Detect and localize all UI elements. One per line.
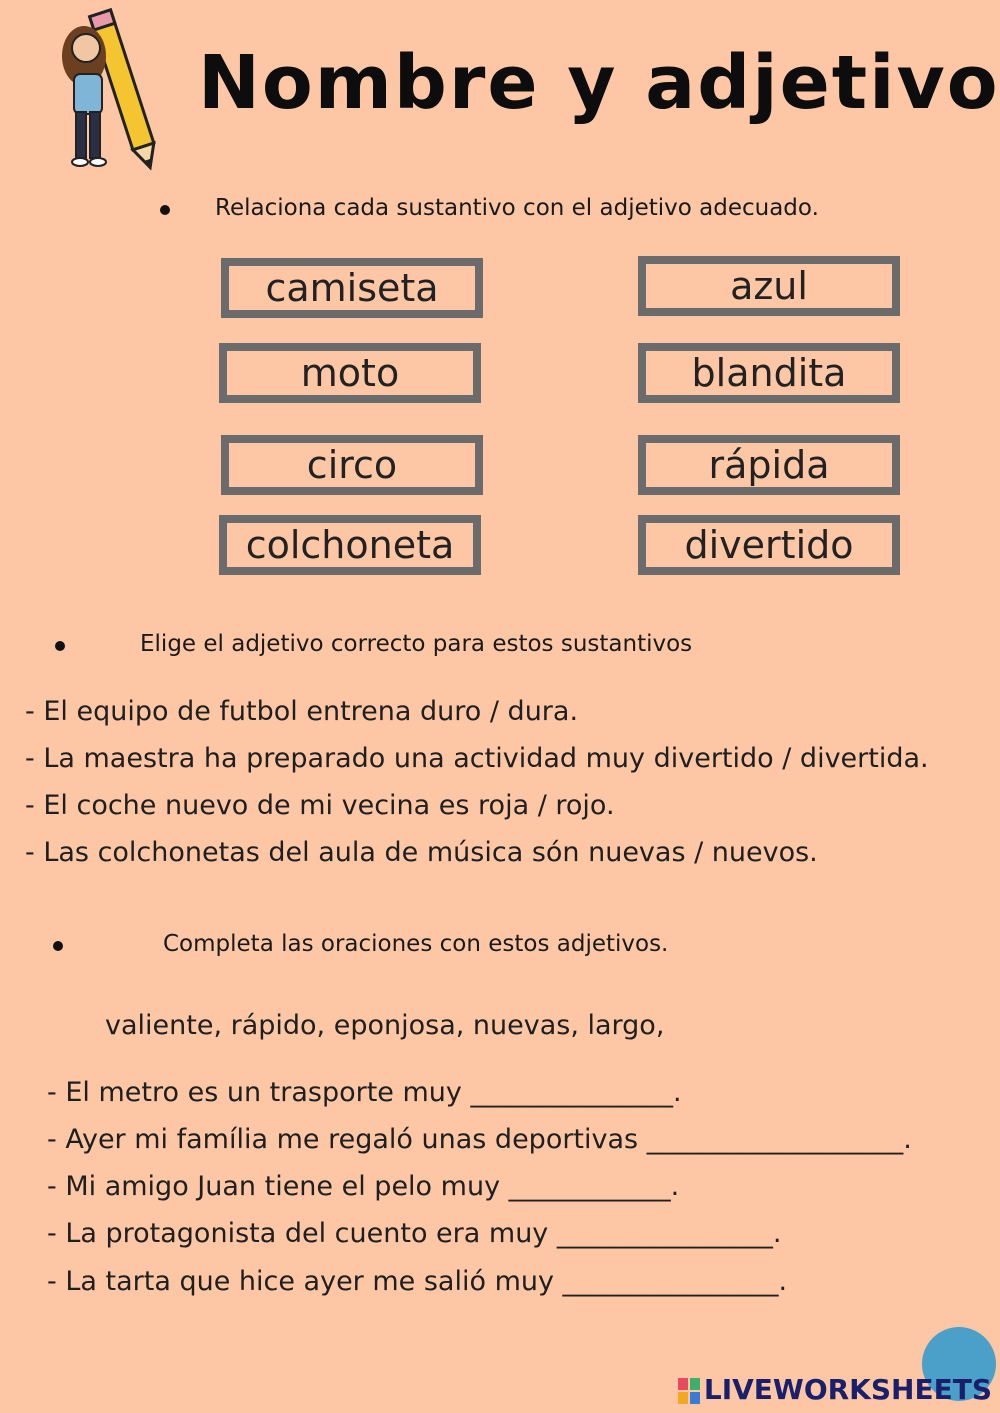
bullet-icon: [160, 205, 170, 215]
fill-sentence[interactable]: - Mi amigo Juan tiene el pelo muy ____________.: [47, 1171, 680, 1202]
noun-box[interactable]: colchoneta: [219, 515, 481, 575]
adjective-box[interactable]: azul: [638, 256, 900, 316]
word-bank: valiente, rápido, eponjosa, nuevas, largo,: [105, 1010, 665, 1041]
choice-sentence[interactable]: - La maestra ha preparado una actividad muy divertido / divertida.: [25, 743, 929, 774]
choice-sentence[interactable]: - Las colchonetas del aula de música són nuevas / nuevos.: [25, 837, 818, 868]
noun-box[interactable]: circo: [221, 435, 483, 495]
fill-sentence[interactable]: - El metro es un trasporte muy _______________.: [47, 1077, 682, 1108]
instruction-1: Relaciona cada sustantivo con el adjetivo adecuado.: [215, 195, 819, 221]
choice-sentence[interactable]: - El equipo de futbol entrena duro / dura.: [25, 696, 579, 727]
instruction-2: Elige el adjetivo correcto para estos sustantivos: [140, 631, 693, 657]
live-badge-icon: [678, 1378, 700, 1404]
instruction-3: Completa las oraciones con estos adjetivos.: [163, 931, 669, 957]
liveworksheets-logo[interactable]: [678, 1373, 992, 1409]
page-title: Nombre y adjetivo: [198, 40, 1000, 126]
bullet-icon: [53, 941, 63, 951]
adjective-box[interactable]: blandita: [638, 343, 900, 403]
bullet-icon: [55, 641, 65, 651]
adjective-box[interactable]: divertido: [638, 515, 900, 575]
fill-sentence[interactable]: - La tarta que hice ayer me salió muy ________________.: [47, 1266, 788, 1297]
noun-box[interactable]: moto: [219, 343, 481, 403]
fill-sentence[interactable]: - Ayer mi família me regaló unas deportivas ___________________.: [47, 1124, 912, 1155]
adjective-box[interactable]: rápida: [638, 435, 900, 495]
brand-text: LIVEWORKSHEETS: [703, 1373, 992, 1406]
teacher-avatar-icon: [52, 4, 162, 174]
noun-box[interactable]: camiseta: [221, 258, 483, 318]
choice-sentence[interactable]: - El coche nuevo de mi vecina es roja / rojo.: [25, 790, 615, 821]
fill-sentence[interactable]: - La protagonista del cuento era muy ________________.: [47, 1218, 782, 1249]
